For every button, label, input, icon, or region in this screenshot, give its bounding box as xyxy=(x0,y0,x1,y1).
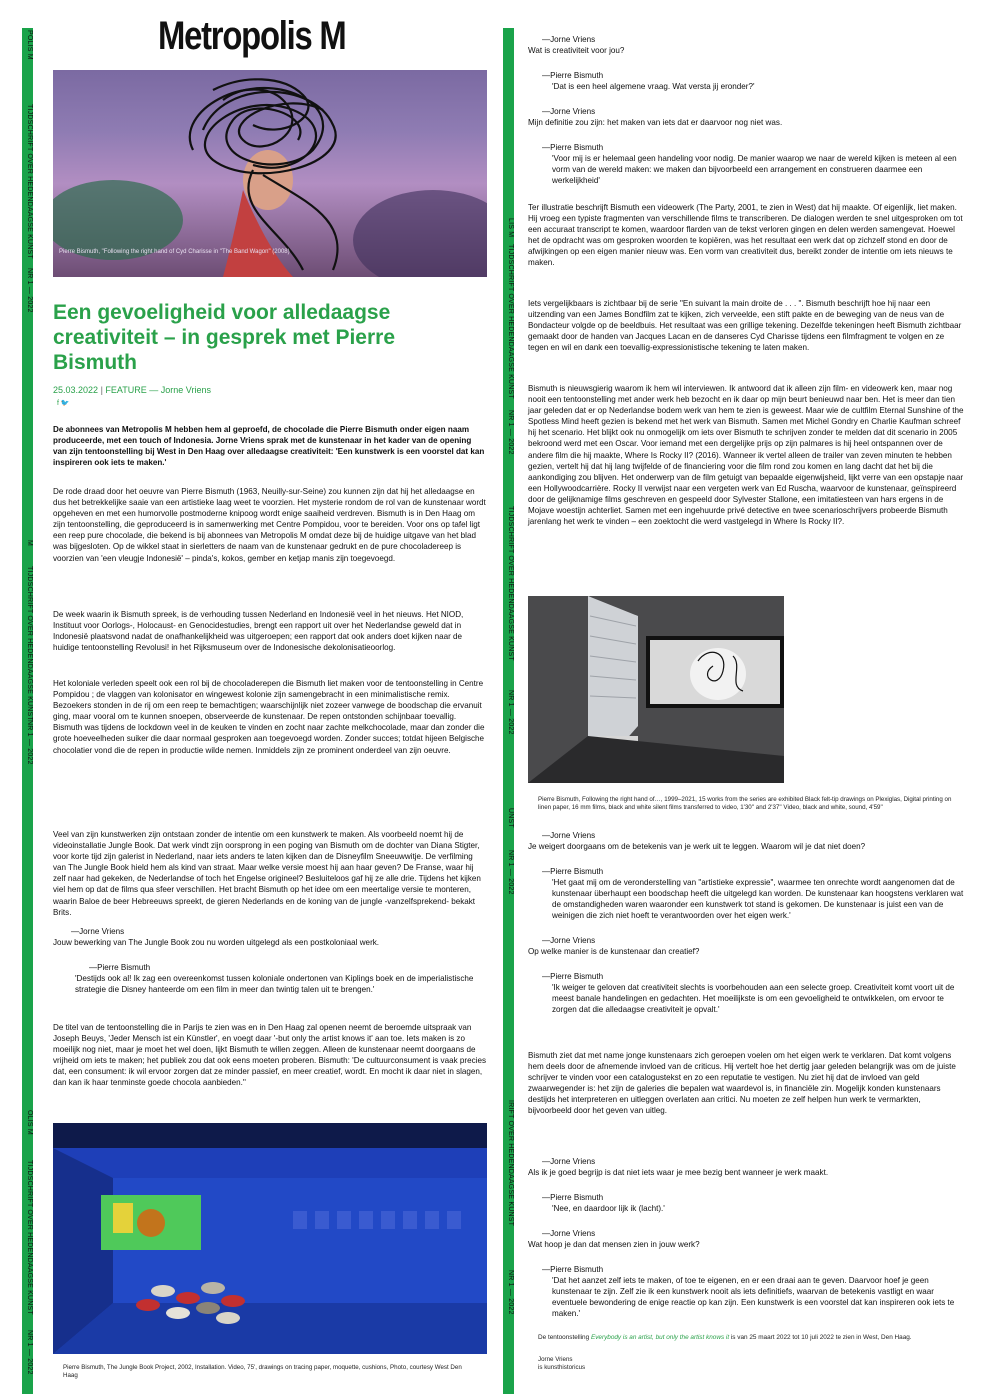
interview-block xyxy=(528,1156,964,1319)
paragraph-block xyxy=(53,1022,487,1089)
hero-image xyxy=(53,70,487,277)
article-category[interactable]: FEATURE xyxy=(105,385,147,395)
strip-label: NR 1 — 2022 xyxy=(26,1330,33,1375)
speaker-name: —Jorne Vriens xyxy=(542,1229,596,1238)
strip-label: TIJDSCHRIFT OVER HEDENDAAGSE KUNST xyxy=(26,104,33,259)
paragraph: De week waarin ik Bismuth spreek, is de verhouding tussen Nederland en Indonesië veel in het nieuws. Het NIOD, Instituut voor Oorlogs-, Holocaust- en Genocidestudies, brengt een rapport uit over het Nederlandse geweld dat in Indonesië plaatsvond nadat de onafhankelijkheid was uitgeroepen; een rapport dat ook anders doet kijken naar de huidige tentoonstelling Revolusi! in het Rijksmuseum over de Indonesische dekolonisatieoorlog. xyxy=(53,610,464,653)
paragraph-block xyxy=(528,202,964,269)
paragraph-block xyxy=(53,609,487,653)
paragraph: Bismuth ziet dat met name jonge kunstenaars zich geroepen voelen om het eigen werk te verklaren. Dat komt volgens hem deels door de afnemende invloed van de criticus. Hij vertelt hoe het dertig jaar geleden belangrijk was om de juiste schrijver te vinden voor een catalogustekst en zo een reputatie te vestigen. Nu ziet hij dat de invloed van geld zwaarwegender is: het zijn de galeries die bepalen wat waardevol is, in financiële zin. Mogelijk konden kunstenaars destijds het interpreteren en uitleggen overlaten aan critici. Nu moeten ze zelf helpen hun werk te vermarkten, bijvoorbeeld door het geven van uitleg. xyxy=(528,1051,956,1116)
paragraph: Veel van zijn kunstwerken zijn ontstaan zonder de intentie om een kunstwerk te maken. Als voorbeeld noemt hij de videoinstallatie Jungle Book. Dat werk vindt zijn oorsprong in een poging van Bismuth om de dochter van Diana Stigter, voor korte tijd zijn galerist in Nederland, naar iets anders te laten kijken dan de Disneyfilm Sneeuwwitje. De verfilming van The Jungle Book hield hem als kind van straat. Maar welke versie moest hij aan haar geven? De Franse, waar hij zelf naar had gekeken, de Nederlandse of toch het Engelse origineel? Besluiteloos gaf hij ze alle drie. Tijdens het kijken viel hem op dat de films qua sfeer verschillen. Het bracht Bismuth op het idee om een meertalige versie te monteren, waarin Baloe de beer Hebreeuws spreekt, de gieren Nederlands en de koning van de jungle -vanzelfsprekend- bekakt Brits. xyxy=(53,830,481,917)
paragraph: Iets vergelijkbaars is zichtbaar bij de serie "En suivant la main droite de . . . ". Bismuth beschrijft hoe hij naar een uitzending van een James Bondfilm zat te kijken, zich verveelde, een stift pakte en de beweging van de neus van de Bondacteur volgde op de beeldbuis. Het resultaat was een grillige tekening. Dezelfde tekeningen heeft Bismuth zichtbaar gemaakt door de handen van Jacques Lacan en de danseres Cyd Charisse tijdens een filmfragment te volgen en ze tegen en wil en dank een toevallig-expressionistische tekening te laten maken. xyxy=(528,299,962,353)
article-title: Een gevoeligheid voor alledaagse creativiteit – in gesprek met Pierre Bismuth xyxy=(53,301,395,374)
speaker-name: —Pierre Bismuth xyxy=(542,972,604,981)
strip-label: TIJDSCHRIFT OVER HEDENDAAGSE KUNST xyxy=(507,244,514,399)
interview-block xyxy=(528,34,964,186)
article-meta xyxy=(53,385,211,395)
speaker-text: 'Nee, en daardoor lijk ik (lacht).' xyxy=(552,1204,665,1213)
speaker-name: —Jorne Vriens xyxy=(542,831,596,840)
speaker-text: Wat hoop je dan dat mensen zien in jouw werk? xyxy=(528,1240,700,1249)
strip-label: POLIS M xyxy=(26,30,33,60)
strip-label: M xyxy=(26,540,33,547)
paragraph: Het koloniale verleden speelt ook een rol bij de chocoladerepen die Bismuth liet maken voor de tentoonstelling in Centre Pompidou ; de vlaggen van kolonisator en wingewest kolonie zijn samengebracht in een minimalistische remix. Bezoekers stonden in de rij om een reep te bemachtigen; waarschijnlijk niet zozeer vanwege de boodschap die ervanuit ging, maar vooral om te kunnen snoepen, observeerde de kunstenaar. De repen ontstonden schijnbaar toevallig. Bismuth was tijdens de lockdown veel in de keuken te vinden en zocht naar zachte melkchocolade, maar dan zonder die grote hoeveelheden suiker die daar normaal gesproken aan toegevoegd worden. Zonder succes; totdat hijeen Belgische chocolatier vond die de repen in productie wilde nemen. Inmiddels zijn ze prominent onderdeel van zijn oeuvre. xyxy=(53,679,485,755)
exhibition-note xyxy=(538,1334,968,1342)
masthead-logo[interactable]: Metropolis M xyxy=(158,14,346,58)
speaker-text: Mijn definitie zou zijn: het maken van iets dat er daarvoor nog niet was. xyxy=(528,118,783,127)
speaker-name: —Pierre Bismuth xyxy=(542,71,604,80)
strip-label: LIS M xyxy=(507,218,514,238)
strip-label: TIJDSCHRIFT OVER HEDENDAAGSE KUNST xyxy=(507,506,514,661)
paragraph-block xyxy=(528,298,964,353)
interview-block xyxy=(53,926,487,995)
speaker-text: 'Ik weiger te geloven dat creativiteit slechts is voorbehouden aan een selecte groep. Creativiteit komt voort uit de meest banale handelingen en gedachten. Het moeilijkste is om een gevoeligheid te ontwikkelen, om ervoor te zorgen dat die alledaagse creativiteit je opvalt.' xyxy=(552,983,955,1014)
speaker-name: —Pierre Bismuth xyxy=(542,1265,604,1274)
speaker-name: —Jorne Vriens xyxy=(542,1157,596,1166)
speaker-name: —Pierre Bismuth xyxy=(542,867,604,876)
left-column-body xyxy=(53,486,487,564)
article-date: 25.03.2022 xyxy=(53,385,99,395)
speaker-name: —Jorne Vriens xyxy=(71,927,125,936)
strip-label: NR 1 — 2022 xyxy=(507,850,514,895)
speaker-name: —Jorne Vriens xyxy=(542,936,596,945)
strip-label: NR 1 — 2022 xyxy=(507,410,514,455)
speaker-text: 'Destijds ook al! Ik zag een overeenkomst tussen koloniale ondertonen van Kiplings boek en de imperialistische strategie die Disney hanteerde om een film in meer dan twintig talen uit te brengen.' xyxy=(75,974,474,994)
speaker-name: —Pierre Bismuth xyxy=(89,963,151,972)
bio-role: is kunsthistoricus xyxy=(538,1364,586,1371)
note-prefix: De tentoonstelling xyxy=(538,1334,591,1341)
jungle-book-installation-photo xyxy=(53,1123,487,1354)
strip-label: TIJDSCHRIFT OVER HEDENDAAGSE KUNST xyxy=(26,1160,33,1315)
paragraph: Bismuth is nieuwsgierig waarom ik hem wil interviewen. Ik antwoord dat ik alleen zijn film- en videowerk ken, maar nog nooit een tentoonstelling met ander werk heb bezocht en ik daar op mijn beurt benieuwd naar ben. Het is meer dan tien jaar geleden dat er op Nederlandse bodem werk van hem te zien is geweest. Maar wie de cultfilm Eternal Sunshine of the Spotless Mind heeft gezien is bekend met het werk van Bismuth. Samen met Michel Gondry en Charlie Kaufman schreef hij het scenario. Het blijkt ook nu onmogelijk om iets over Bismuth te schrijven zonder te melden dat dit scenario in 2005 bekroond werd met een Oscar. Voor iemand met een dergelijke prijs op zijn palmares is hij heel ontspannen over de andere film die hij maakte, Where Is Rocky II? (2016). Wanneer ik vertel alleen de trailer van zeven minuten te hebben gezien, vertelt hij dat hij lang twijfelde of de financiering voor die film rond zou komen en lang dacht dat het bij die aankondiging zou blijven. Het onderwerp van de film getuigt van bepaalde eigenwijsheid, lijkt verre van een opstapje naar een Hollywoodcarrière. Rocky II verwijst naar een vergeten werk van Ed Ruscha, waarvoor de kunstenaar, geïnspireerd door de gelijknamige films geschreven en gespeeld door Sylvester Stallone, een imitatiesteen van hars ergens in de Mojave woestijn achterliet. Samen met een ingehuurde privé detective en twee scenarioschrijvers probeerde Bismuth jarenlang het werk te vinden – een zoektocht die werd vastgelegd in Where Is Rocky II?. xyxy=(528,384,964,527)
strip-label: UNST xyxy=(507,808,514,828)
exhibition-title[interactable]: Everybody is an artist, but only the artist knows it xyxy=(590,1334,730,1341)
speaker-text: 'Dat het aanzet zelf iets te maken, of toe te eigenen, en er een draai aan te geven. Daarvoor hoef je geen kunstenaar te zijn. Zelf zie ik een kunstwerk nooit als iets definitiefs, waarvan de betekenis vastligt en waar eventuele bewondering de enige reactie op kan zijn. Een kunstwerk is een voorstel dat kan inspireren ook iets te maken.' xyxy=(552,1276,955,1318)
speaker-text: Op welke manier is de kunstenaar dan creatief? xyxy=(528,947,700,956)
strip-label: NR 1 — 2022 xyxy=(26,268,33,313)
bio-name: Jorne Vriens xyxy=(538,1356,573,1363)
hero-caption: Pierre Bismuth, "Following the right hand of Cyd Charisse in "The Band Wagon" (2008) xyxy=(59,249,290,255)
speaker-text: 'Dat is een heel algemene vraag. Wat versta jij eronder?' xyxy=(552,82,755,91)
paragraph: De titel van de tentoonstelling die in Parijs te zien was en in Den Haag zal openen neemt de beroemde uitspraak van Joseph Beuys, 'Jeder Mensch ist ein Künstler', en voegt daar '-but only the artist knows it' aan toe. Iets maken is zo moeilijk nog niet, maar je moet het wel doen, lijkt Bismuth te willen zeggen. Alleen de kunstenaar neemt doorgaans de vrijheid om iets te maken; het publiek zou dat ook eens moeten proberen. Bismuth: 'De cultuurconsument is vaak precies dat, een consument: ik wil ervoor zorgen dat ze minder passief, en meer creatief, wordt. En mocht ik daar niet in slagen, dan kan ik haar tenminste goede chocola aanbieden.'' xyxy=(53,1023,486,1088)
installation-illustration xyxy=(53,1123,487,1354)
speaker-text: Wat is creativiteit voor jou? xyxy=(528,46,625,55)
interview-block xyxy=(528,830,964,1015)
paragraph-block xyxy=(53,678,487,756)
photo-caption: Pierre Bismuth, Following the right hand of…, 1999–2021, 15 works from the series are exhibited Black felt-tip drawings on Plexiglas, Digital printing on linen paper, 16 mm films, black and white silent films transferred to video, 1'30'' and 2'37'' Video, black and white, sound, 4'59'' xyxy=(538,796,952,811)
paragraph-block xyxy=(528,1050,964,1117)
strip-label: OLIS M xyxy=(26,1110,33,1135)
social-share-icons[interactable]: f 🐦 xyxy=(57,400,70,407)
strip-label: NR 1 — 2022 xyxy=(507,690,514,735)
paragraph: Ter illustratie beschrijft Bismuth een videowerk (The Party, 2001, te zien in West) dat hij maakte. Of eigenlijk, liet maken. Hij vroeg een typiste fragmenten van verschillende films te transcriberen. De dialogen werden te snel uitgesproken om tot een accuraat transcript te komen, waardoor flarden van de tekst verloren gingen en delen werden samengevat. Hoewel het de opdracht was om gesproken woorden te kopiëren, was het resultaat een werk dat op zichzelf stond en door de afwijkingen op een eigen manier nieuw was. Een vorm van creativiteit dus, bereikt zonder de intentie om iets nieuws te maken. xyxy=(528,203,963,268)
speaker-text: 'Het gaat mij om de veronderstelling van "artistieke expressie", waarmee ten onrechte wordt aangenomen dat de kunstenaar überhaupt een boodschap heeft die uitgelegd kan worden. De kunstenaar kan hoogstens verklaren wat de omstandigheden waren waaronder een kunstwerk tot stand is gekomen. De kunstenaar is juist een van de weinigen die zich niet hoeft te verantwoorden over het eigen werk.' xyxy=(552,878,964,920)
strip-label: TIJDSCHRIFT OVER HEDENDAAGSE KUNST xyxy=(26,566,33,721)
paragraph: De rode draad door het oeuvre van Pierre Bismuth (1963, Neuilly-sur-Seine) zou kunnen zijn dat hij het alledaagse en dus het betrekkelijke saaie van een artistieke laag weet te voorzien. Het mysterie rondom de rol van de kunstenaar wordt opgeheven en met een humorvolle postmoderne knipoog wordt enige saaiheid verdreven. Bismuth is in Den Haag om zijn tentoonstelling, die geproduceerd is in samenwerking met Centre Pompidou, voor te bereiden. Voor ons op tafel ligt een reep pure chocolade, die bekend is bij abonnees van Metropolis M omdat deze bij de huidige uitgave van het blad was bijgesloten. Op de wikkel staat in sierletters de naam van de kunstenaar gedrukt en de pure chocoladereep is voorzien van 'een vleugje Indonesië' – pinda's, kokos, gember en ketjap manis zijn toegevoegd. xyxy=(53,487,486,563)
author-bio xyxy=(538,1356,585,1372)
gallery-illustration xyxy=(528,596,784,783)
speaker-name: —Pierre Bismuth xyxy=(542,1193,604,1202)
article-author[interactable]: — Jorne Vriens xyxy=(149,385,211,395)
speaker-name: —Jorne Vriens xyxy=(542,35,596,44)
strip-label: NR 1 — 2022 xyxy=(26,720,33,765)
article-lead: De abonnees van Metropolis M hebben hem al geproefd, de chocolade die Pierre Bismuth onder eigen naam produceerde, met een touch of Indonesia. Jorne Vriens sprak met de kunstenaar in het kader van de opening van zijn tentoonstelling bij West in Den Haag over alledaagse creativiteit: 'Een kunstwerk is een voorstel dat kan inspireren ook iets te maken.' xyxy=(53,425,485,468)
meta-separator: | xyxy=(100,385,103,395)
strip-label: NR 1 — 2022 xyxy=(507,1270,514,1315)
speaker-text: Je weigert doorgaans om de betekenis van je werk uit te leggen. Waarom wil je dat niet doen? xyxy=(528,842,866,851)
speaker-text: 'Voor mij is er helemaal geen handeling voor nodig. De manier waarop we naar de wereld kijken is meteen al een vorm van de wereld maken: we maken dan bijvoorbeeld een arrangement en construeren daarmee een werkelijkheid' xyxy=(552,154,957,185)
following-right-hand-photo xyxy=(528,596,784,783)
note-suffix: is van 25 maart 2022 tot 10 juli 2022 te zien in West, Den Haag. xyxy=(729,1334,912,1341)
hero-illustration xyxy=(53,70,487,277)
speaker-name: —Jorne Vriens xyxy=(542,107,596,116)
speaker-name: —Pierre Bismuth xyxy=(542,143,604,152)
speaker-text: Jouw bewerking van The Jungle Book zou nu worden uitgelegd als een postkoloniaal werk. xyxy=(53,938,380,947)
paragraph-block xyxy=(53,829,487,918)
strip-label: IRIFT OVER HEDENDAAGSE KUNST xyxy=(507,1100,514,1227)
paragraph-block xyxy=(528,383,964,527)
photo-caption: Pierre Bismuth, The Jungle Book Project, 2002, Installation. Video, 75', drawings on tracing paper, moquette, cushions, Photo, courtesy West Den Haag xyxy=(63,1364,462,1379)
speaker-text: Als ik je goed begrijp is dat niet iets waar je mee bezig bent wanneer je werk maakt. xyxy=(528,1168,829,1177)
